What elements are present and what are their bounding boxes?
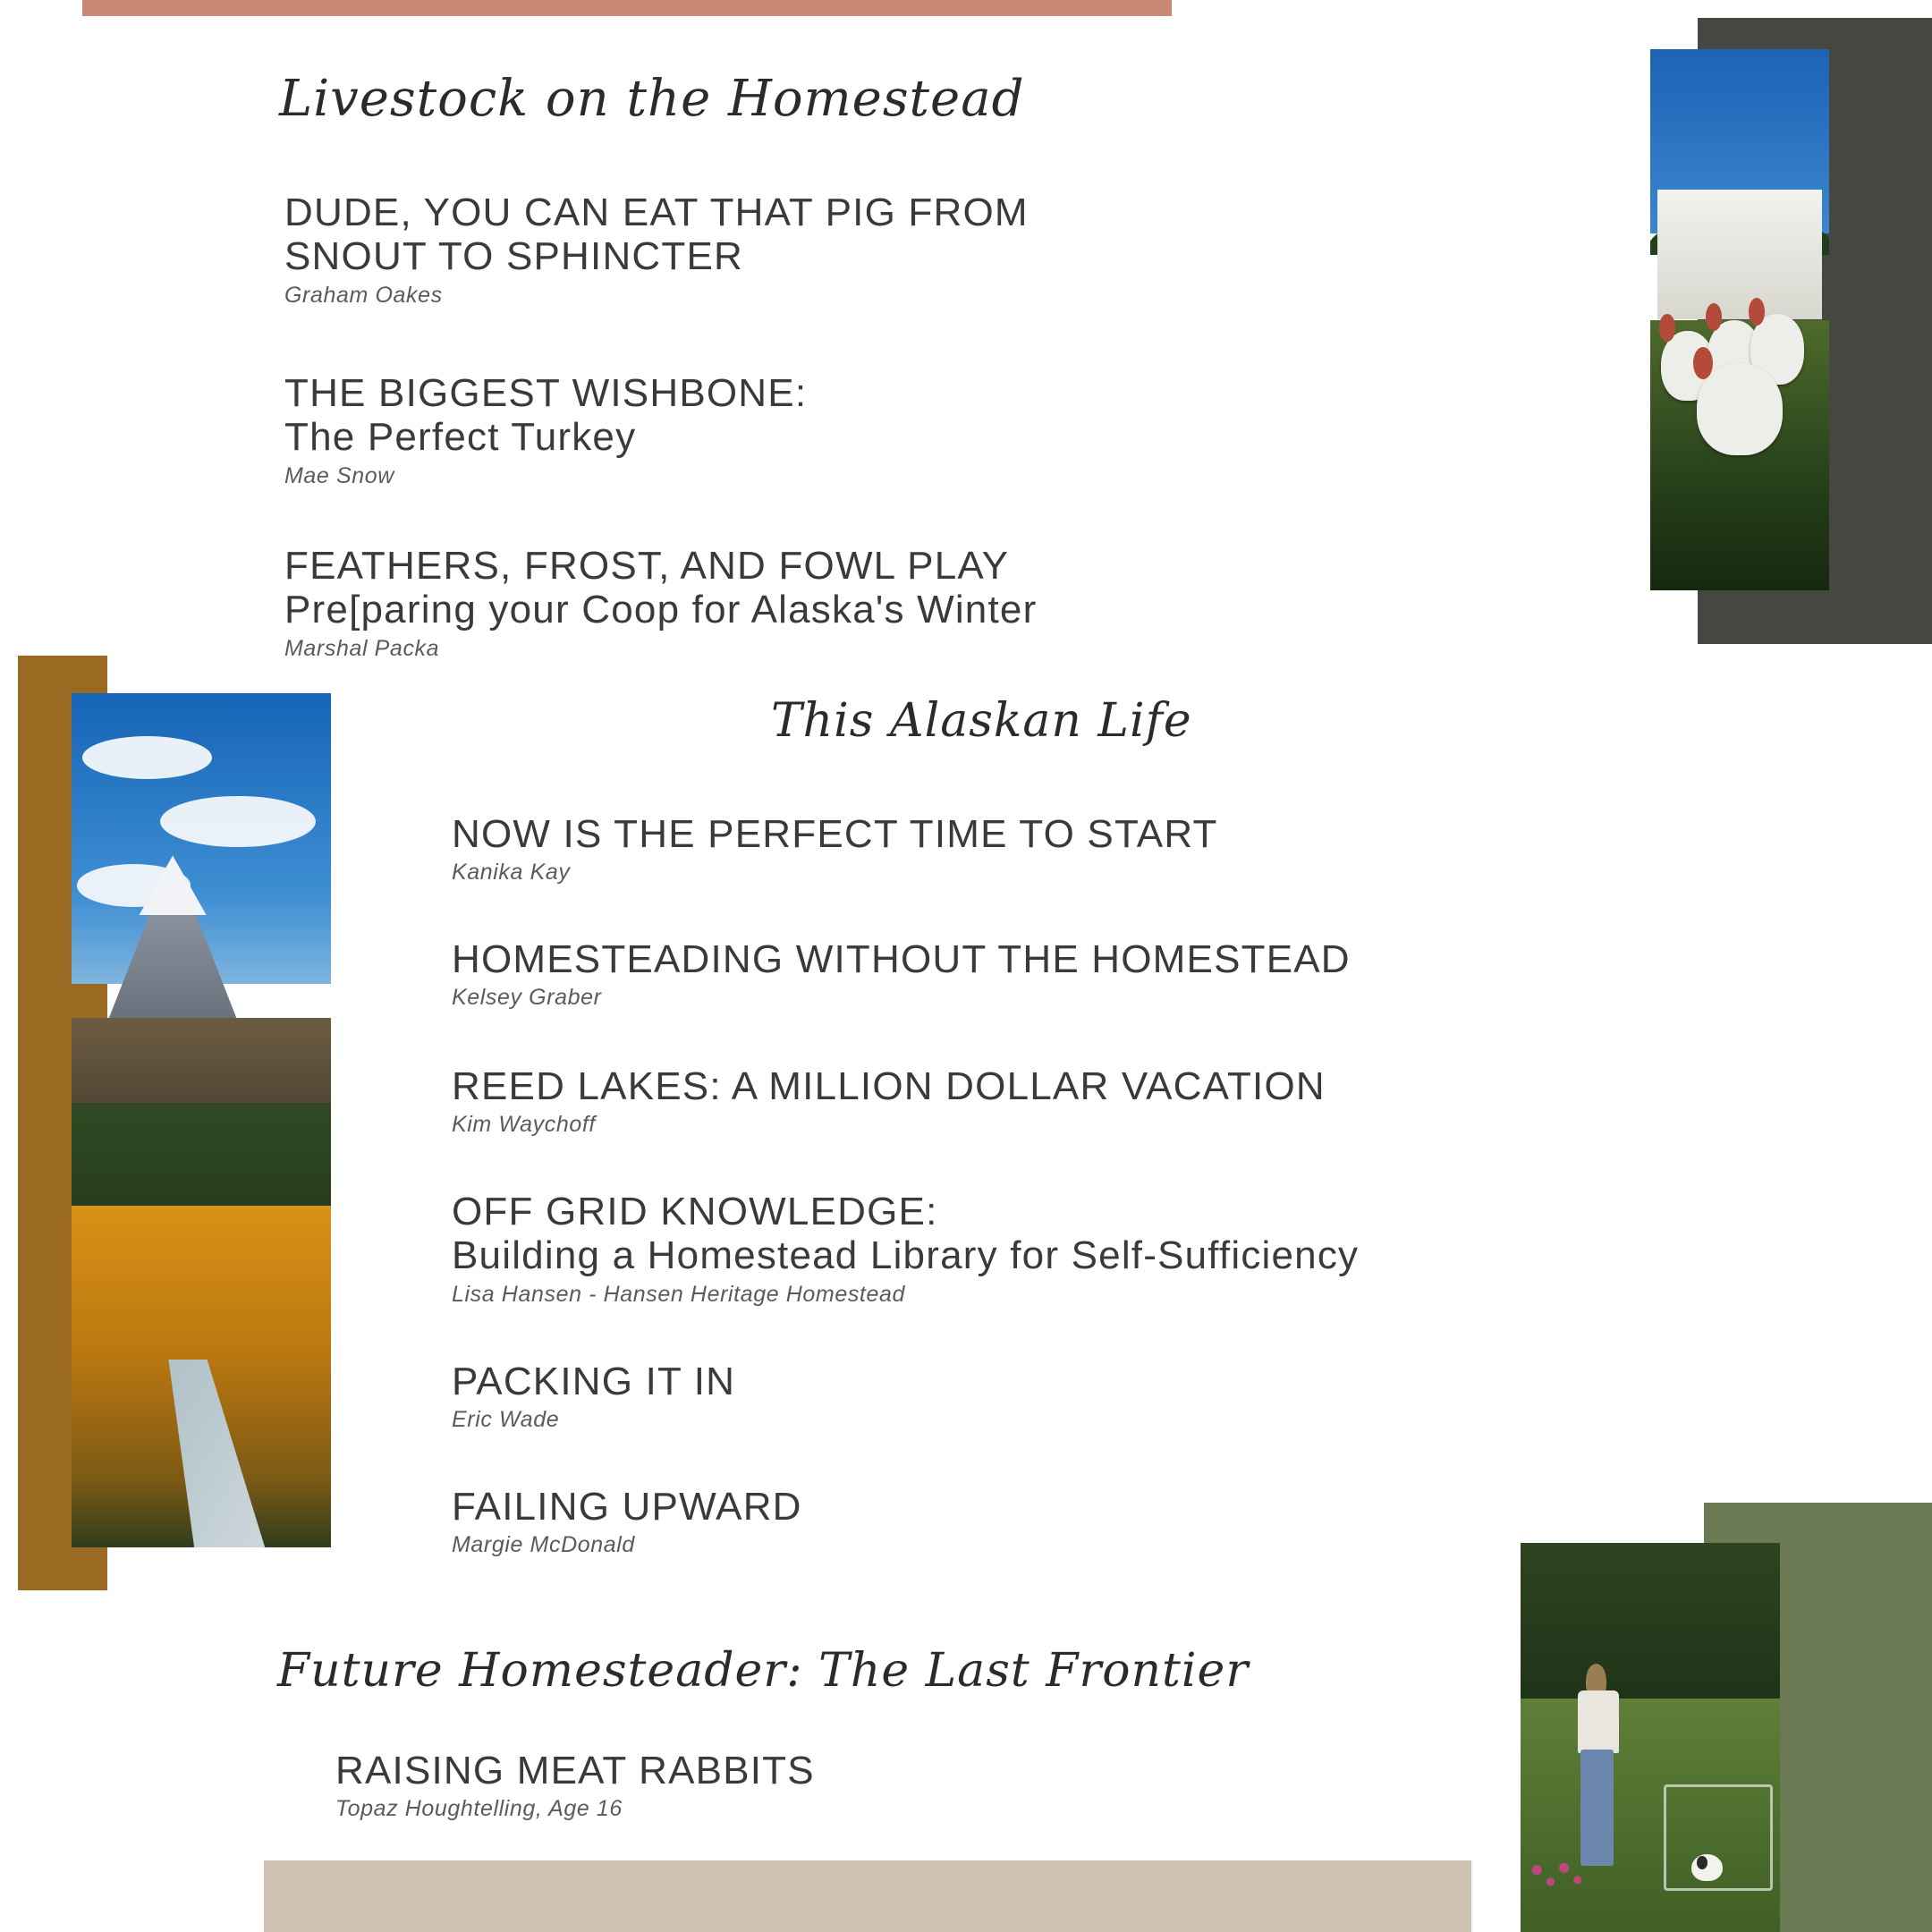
entry-author: Lisa Hansen - Hansen Heritage Homestead [452, 1281, 905, 1307]
entry-title-line2: Pre[paring your Coop for Alaska's Winter [284, 588, 1038, 632]
entry-title-line2: The Perfect Turkey [284, 415, 637, 460]
section-heading-future-homesteader: Future Homesteader: The Last Frontier [277, 1644, 1250, 1698]
entry-author: Topaz Houghtelling, Age 16 [335, 1796, 623, 1822]
entry-title-line1: DUDE, YOU CAN EAT THAT PIG FROM [284, 191, 1029, 234]
entry-author: Kelsey Graber [452, 985, 602, 1011]
entry-author: Margie McDonald [452, 1532, 635, 1558]
entry-title-line1: REED LAKES: A MILLION DOLLAR VACATION [452, 1064, 1326, 1108]
section-heading-livestock: Livestock on the Homestead [279, 70, 1025, 128]
toc-entry[interactable] [284, 544, 1037, 662]
entry-title-line2: SNOUT TO SPHINCTER [284, 234, 744, 279]
toc-entry[interactable] [452, 1190, 1359, 1308]
entry-author: Kanika Kay [452, 860, 571, 886]
entry-title-line1: OFF GRID KNOWLEDGE: [452, 1190, 938, 1233]
entry-title-line1: FAILING UPWARD [452, 1485, 802, 1529]
entry-author: Eric Wade [452, 1407, 560, 1433]
toc-entry[interactable] [284, 371, 807, 489]
entry-title-line1: RAISING MEAT RABBITS [335, 1749, 815, 1792]
entry-title-line1: PACKING IT IN [452, 1360, 736, 1403]
entry-title-line1: FEATHERS, FROST, AND FOWL PLAY [284, 544, 1010, 588]
entry-author: Mae Snow [284, 462, 394, 488]
entry-title-line1: NOW IS THE PERFECT TIME TO START [452, 812, 1218, 856]
toc-entry[interactable] [452, 1064, 1326, 1138]
entry-author: Marshal Packa [284, 635, 440, 661]
toc-entry[interactable] [452, 1485, 802, 1558]
toc-entry[interactable] [335, 1749, 815, 1822]
toc-entry[interactable] [452, 1360, 735, 1433]
entry-title-line1: HOMESTEADING WITHOUT THE HOMESTEAD [452, 937, 1351, 981]
entry-title-line1: THE BIGGEST WISHBONE: [284, 371, 808, 415]
toc-entry[interactable] [452, 812, 1218, 886]
toc-entry[interactable] [284, 191, 1029, 309]
entry-author: Kim Waychoff [452, 1112, 596, 1138]
toc-entry[interactable] [452, 937, 1351, 1011]
entry-author: Graham Oakes [284, 282, 443, 308]
section-heading-alaskan-life: This Alaskan Life [771, 694, 1192, 748]
entry-title-line2: Building a Homestead Library for Self-Sufficiency [452, 1233, 1360, 1278]
